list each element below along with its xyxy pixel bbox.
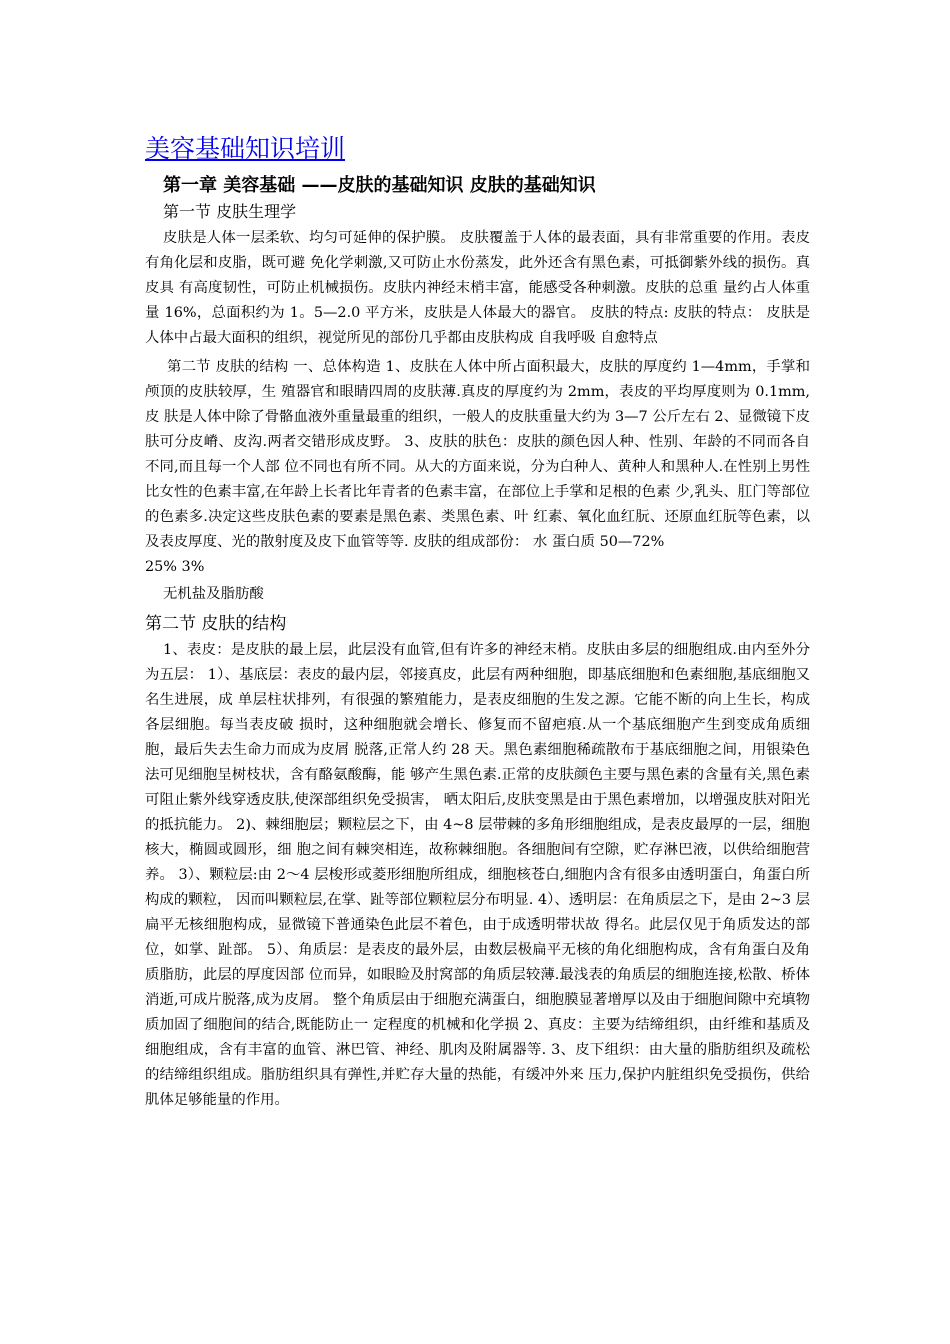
document-page — [145, 132, 810, 1113]
composition-subline: 无机盐及脂肪酸 — [163, 586, 264, 602]
section-heading-structure: 第二节 皮肤的结构 — [145, 614, 287, 634]
composition-percentages: 25% 3% — [145, 559, 205, 575]
section-heading-physiology: 第一节 皮肤生理学 — [163, 202, 297, 221]
document-title-link[interactable]: 美容基础知识培训 — [145, 134, 346, 163]
paragraph-skin-structure-overview: 第二节 皮肤的结构 一、总体构造 1、皮肤在人体中所占面积最大，皮肤的厚度约 1—4mm，手掌和颅顶的皮肤较厚，生 殖器官和眼睛四周的皮肤薄.真皮的厚度约为 2mm，表皮的平均厚度则为 0.1mm,皮 肤是人体中除了骨骼血液外重量最重的组织，一般人的皮肤重量大约为 3—7 公斤左右 2、显微镜下皮肤可分皮嵴、皮沟.两者交错形成皮野。 3、皮肤的肤色：皮肤的颜色因人种、性别、年龄的不同而各自不同,而且每一个人部 位不同也有所不同。从大的方面来说，分为白种人、黄种人和黑种人.在性别上男性 比女性的色素丰富,在年龄上长者比年青者的色素丰富，在部位上手掌和足根的色素 少,乳头、肛门等部位的色素多.决定这些皮肤色素的要素是黑色素、类黑色素、叶 红素、氧化血红朊、还原血红朊等色素，以及表皮厚度、光的散射度及皮下血管等等. 皮肤的组成部份： 水 蛋白质 50—72% — [145, 359, 810, 550]
chapter-heading: 第一章 美容基础 ——皮肤的基础知识 皮肤的基础知识 — [163, 175, 596, 196]
paragraph-skin-layers: 1、表皮：是皮肤的最上层，此层没有血管,但有许多的神经末梢。皮肤由多层的细胞组成.由内至外分为五层： 1）、基底层：表皮的最内层，邻接真皮，此层有两种细胞，即基底细胞和色素细胞,基底细胞又名生进展，成 单层柱状排列，有很强的繁殖能力，是表皮细胞的生发之源。它能不断的向上生长，构成各层细胞。每当表皮破 损时，这种细胞就会增长、修复而不留疤痕.从一个基底细胞产生到变成角质细胞，最后失去生命力而成为皮屑 脱落,正常人约 28 天。黑色素细胞稀疏散布于基底细胞之间，用银染色法可见细胞呈树枝状，含有酪氨酸酶，能 够产生黑色素.正常的皮肤颜色主要与黑色素的含量有关,黑色素可阻止紫外线穿透皮肤,使深部组织免受损害， 晒太阳后,皮肤变黑是由于黑色素增加，以增强皮肤对阳光的抵抗能力。 2)、棘细胞层；颗粒层之下，由 4~8 层带棘的多角形细胞组成，是表皮最厚的一层，细胞核大，椭圆或圆形，细 胞之间有棘突相连，故称棘细胞。各细胞间有空隙，贮存淋巴液，以供给细胞营养。 3）、颗粒层:由 2～4 层梭形或菱形细胞所组成，细胞核苍白,细胞内含有很多由透明蛋白，角蛋白所构成的颗粒， 因而叫颗粒层,在掌、趾等部位颗粒层分布明显. 4）、透明层：在角质层之下，是由 2~3 层扁平无核细胞构成，显微镜下普通染色此层不着色，由于成透明带状故 得名。此层仅见于角质发达的部位，如掌、趾部。 5）、角质层：是表皮的最外层，由数层极扁平无核的角化细胞构成，含有角蛋白及角质脂肪，此层的厚度因部 位而异，如眼睑及肘窝部的角质层较薄.最浅表的角质层的细胞连接,松散、桥体消逝,可成片脱落,成为皮屑。 整个角质层由于细胞充满蛋白，细胞膜显著增厚以及由于细胞间隙中充填物质加固了细胞间的结合,既能防止一 定程度的机械和化学损 2、真皮：主要为结缔组织，由纤维和基质及细胞组成，含有丰富的血管、淋巴管、神经、肌肉及附属器等. 3、皮下组织：由大量的脂肪组织及疏松的结缔组织组成。脂肪组织具有弹性,并贮存大量的热能，有缓冲外来 压力,保护内脏组织免受损伤，供给肌体足够能量的作用。 — [145, 642, 810, 1108]
paragraph-skin-intro: 皮肤是人体一层柔软、均匀可延伸的保护膜。 皮肤覆盖于人体的最表面，具有非常重要的作用。表皮有角化层和皮脂，既可避 免化学刺激,又可防止水份蒸发，此外还含有黑色素，可抵御紫外线的损伤。真皮具 有高度韧性，可防止机械损伤。皮肤内神经末梢丰富，能感受各种刺激。皮肤的总重 量约占人体重量 16%，总面积约为 1。5—2.0 平方米，皮肤是人体最大的器官。 皮肤的特点: 皮肤的特点： 皮肤是人体中占最大面积的组织，视觉所见的部份几乎都由皮肤构成 自我呼吸 自愈特点 — [145, 230, 810, 346]
